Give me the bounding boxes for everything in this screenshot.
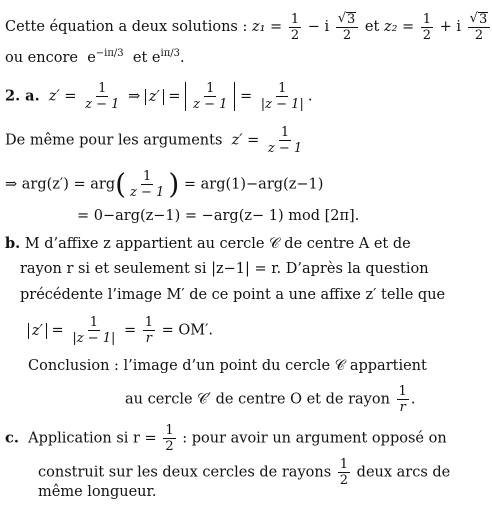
- frac-half-d: $\frac{1}{2}$: [339, 457, 349, 488]
- rayon-text: rayon r si et seulement si |z−1| = r. D’après la question: [20, 261, 429, 277]
- label-b: b.: [5, 235, 21, 252]
- line-arg-eq: ⇒ arg(z′) = arg( $\frac{1}{z - 1}$ ) = arg(1)−arg(z−1): [5, 167, 324, 201]
- fraction-sqrt3-half: √ 3 2: [336, 12, 359, 42]
- zprime-eq: z′ =: [48, 88, 77, 105]
- frac-arg: $\frac{1}{z - 1}$: [130, 169, 165, 200]
- line-arguments: [5, 126, 306, 155]
- line-construit: [38, 458, 450, 487]
- line-precedente: [20, 287, 445, 303]
- om-text: = OM′.: [161, 322, 214, 339]
- line-conclusion: [28, 358, 427, 374]
- implies-arrow: ⇒: [128, 88, 141, 105]
- dot: .: [180, 49, 185, 66]
- longueur-text: même longueur.: [38, 484, 157, 500]
- z1-label: z₁ =: [251, 19, 283, 35]
- label-c: c.: [5, 429, 19, 447]
- line-b: [5, 235, 411, 252]
- mod-text: = 0−arg(z−1) = −arg(z− 1) mod [2π].: [77, 208, 360, 224]
- label-2a: 2. a.: [5, 87, 40, 105]
- ou-encore-text: ou encore: [5, 49, 78, 66]
- frac-1-over-r: $\frac{1}{r}$: [144, 315, 154, 346]
- equals: =: [168, 88, 181, 105]
- fraction-half-2: $\frac{1}{2}$: [422, 11, 432, 43]
- line-rayon: [20, 261, 429, 277]
- frac-1-over-z-1: $\frac{1}{z - 1}$: [85, 81, 120, 112]
- frac-1-over-z-1-b: $\frac{1}{z - 1}$: [267, 125, 303, 156]
- abs-zprime-2: z′: [28, 323, 47, 339]
- frac-1-over-r-2: $\frac{1}{r}$: [398, 384, 407, 415]
- equals-2: =: [240, 88, 253, 105]
- arg-text: arg(z′) = arg: [21, 176, 116, 193]
- line-solutions: [5, 12, 492, 42]
- line-abs-eq: [28, 316, 213, 345]
- minus-i: − i: [307, 19, 330, 35]
- equals-4: =: [123, 322, 137, 339]
- arguments-text: De même pour les arguments: [5, 132, 223, 149]
- conclusion-text: Conclusion : l’image d’un point du cercle 𝒞 appartient: [28, 358, 427, 374]
- fraction-half: $\frac{1}{2}$: [290, 11, 300, 43]
- exp-plus: e: [151, 49, 161, 66]
- argument-oppose-text: : pour avoir un argument opposé on: [182, 430, 447, 447]
- zprime-eq-2: z′ =: [231, 132, 260, 149]
- line-exponentials: [5, 48, 185, 66]
- et-text-2: et: [132, 49, 148, 66]
- line-mod: [77, 208, 359, 224]
- arg-rest: = arg(1)−arg(z−1): [183, 176, 324, 193]
- exp-minus-sup: −iπ/3: [95, 48, 124, 59]
- construit-text: construit sur les deux cercles de rayons: [38, 464, 332, 481]
- z2-label: z₂ =: [383, 19, 415, 35]
- equals-3: =: [51, 322, 64, 339]
- line-c: [5, 424, 447, 453]
- frac-1-over-abs: $\frac{1}{|z - 1|}$: [260, 81, 304, 112]
- implies-arrow-2: ⇒: [5, 176, 18, 193]
- cercle-text: au cercle 𝒞′ de centre O et de rayon: [125, 391, 390, 408]
- line-2a: 2. a. z′ = $\frac{1}{z - 1}$ ⇒ z′ = $\frac{1}{z - 1}$ = $\frac{1}{|z - 1|}$ .: [5, 81, 313, 112]
- et-text: et: [364, 19, 380, 35]
- b-text: M d’affixe z appartient au cercle 𝒞 de centre A et de: [24, 236, 411, 252]
- plus-i: + i: [439, 19, 462, 35]
- fraction-sqrt3-half-2: √ 3 2: [468, 12, 491, 42]
- abs-zprime: z′: [145, 89, 164, 105]
- solutions-text: Cette équation a deux solutions :: [5, 19, 248, 35]
- frac-half-c: $\frac{1}{2}$: [165, 423, 174, 454]
- exp-plus-sup: iπ/3: [160, 48, 181, 59]
- exp-minus: e: [87, 49, 96, 66]
- line-longueur: [38, 484, 156, 500]
- line-cercle: au cercle 𝒞′ de centre O et de rayon $\frac{1}{r}$ .: [125, 384, 416, 415]
- precedente-text: précédente l’image M′ de ce point a une affixe z′ telle que: [20, 287, 446, 303]
- arcs-text: deux arcs de: [356, 464, 451, 481]
- abs-frac: $\frac{1}{z - 1}$: [185, 82, 235, 111]
- application-text: Application si r =: [28, 430, 157, 447]
- frac-1-over-abs-2: $\frac{1}{|z - 1|}$: [72, 315, 116, 346]
